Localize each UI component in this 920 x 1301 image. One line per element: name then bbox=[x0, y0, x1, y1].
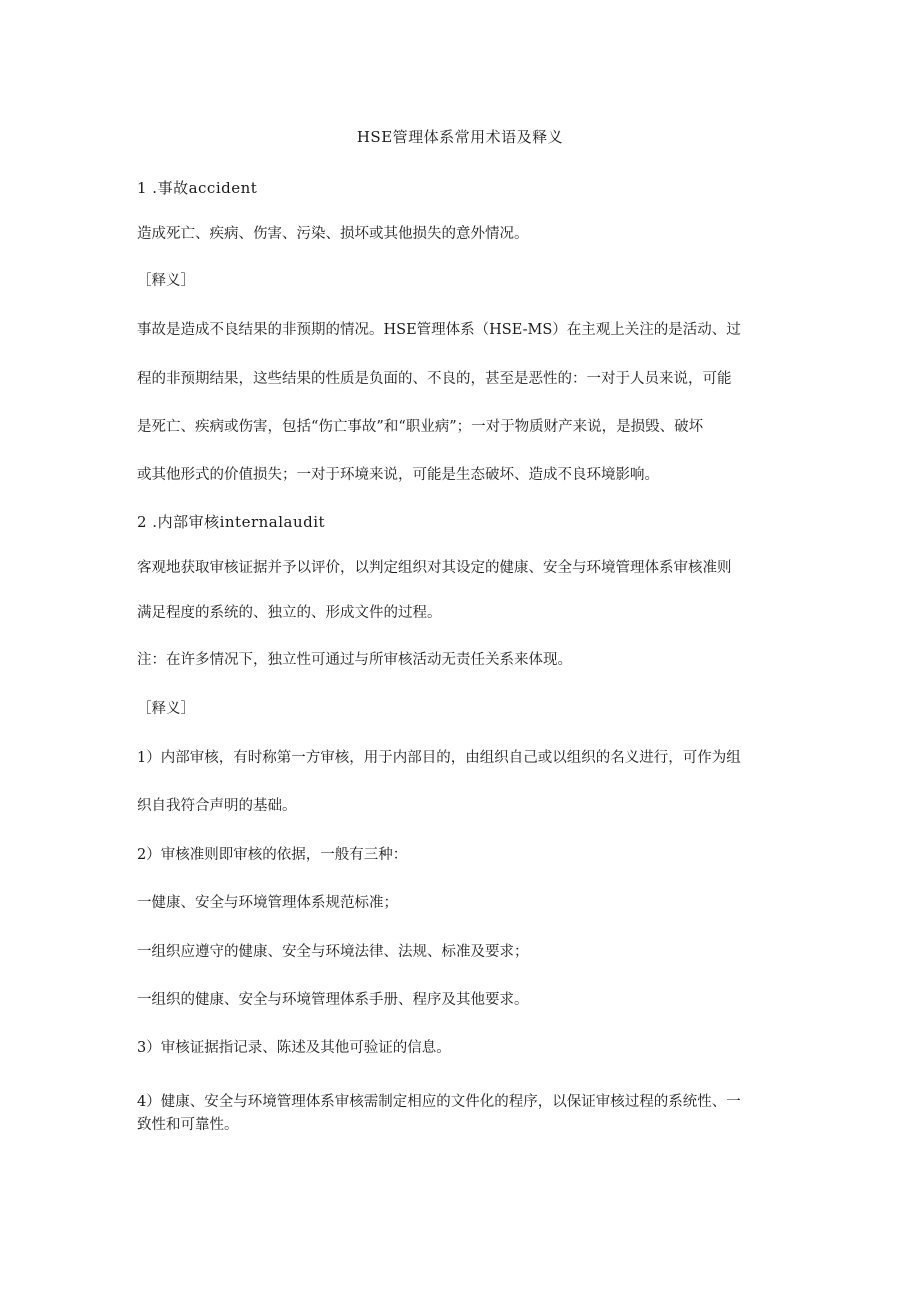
paragraph-line: 事故是造成不良结果的非预期的情况。HSE管理体系（HSE-MS）在主观上关注的是活动、过 bbox=[137, 322, 741, 338]
interpretation-label: ［释义］ bbox=[137, 273, 195, 289]
paragraph-line: 2）审核准则即审核的依据，一般有三种： bbox=[137, 847, 408, 863]
paragraph-line: 3）审核证据指记录、陈述及其他可验证的信息。 bbox=[137, 1040, 451, 1056]
list-item: 一组织的健康、安全与环境管理体系手册、程序及其他要求。 bbox=[137, 992, 529, 1008]
paragraph-line: 是死亡、疾病或伤害，包括“伤亡事故”和“职业病”；一对于物质财产来说，是损毁、破坏 bbox=[137, 419, 704, 435]
paragraph-line: 满足程度的系统的、独立的、形成文件的过程。 bbox=[137, 605, 442, 621]
list-item: 一健康、安全与环境管理体系规范标准； bbox=[137, 895, 398, 911]
paragraph-line: 1）内部审核，有时称第一方审核，用于内部目的，由组织自己或以组织的名义进行，可作为组 bbox=[137, 750, 741, 766]
note-line: 注：在许多情况下，独立性可通过与所审核活动无责任关系来体现。 bbox=[137, 652, 572, 668]
paragraph-line: 4）健康、安全与环境管理体系审核需制定相应的文件化的程序，以保证审核过程的系统性、一 bbox=[137, 1094, 741, 1110]
paragraph-line: 织自我符合声明的基础。 bbox=[137, 798, 297, 814]
paragraph-line: 造成死亡、疾病、伤害、污染、损坏或其他损失的意外情况。 bbox=[137, 226, 529, 242]
interpretation-label: ［释义］ bbox=[137, 701, 195, 717]
paragraph-line: 致性和可靠性。 bbox=[137, 1117, 239, 1133]
paragraph-line: 客观地获取审核证据并予以评价，以判定组织对其设定的健康、安全与环境管理体系审核准则 bbox=[137, 560, 732, 576]
document-title: HSE管理体系常用术语及释义 bbox=[356, 128, 564, 146]
section-heading-internal-audit: 2 .内部审核internalaudit bbox=[137, 513, 326, 531]
section-heading-accident: 1 .事故accident bbox=[137, 179, 258, 197]
list-item: 一组织应遵守的健康、安全与环境法律、法规、标准及要求； bbox=[137, 944, 529, 960]
paragraph-line: 程的非预期结果，这些结果的性质是负面的、不良的，甚至是恶性的：一对于人员来说，可能 bbox=[137, 371, 732, 387]
paragraph-line: 或其他形式的价值损失；一对于环境来说，可能是生态破坏、造成不良环境影响。 bbox=[137, 467, 659, 483]
